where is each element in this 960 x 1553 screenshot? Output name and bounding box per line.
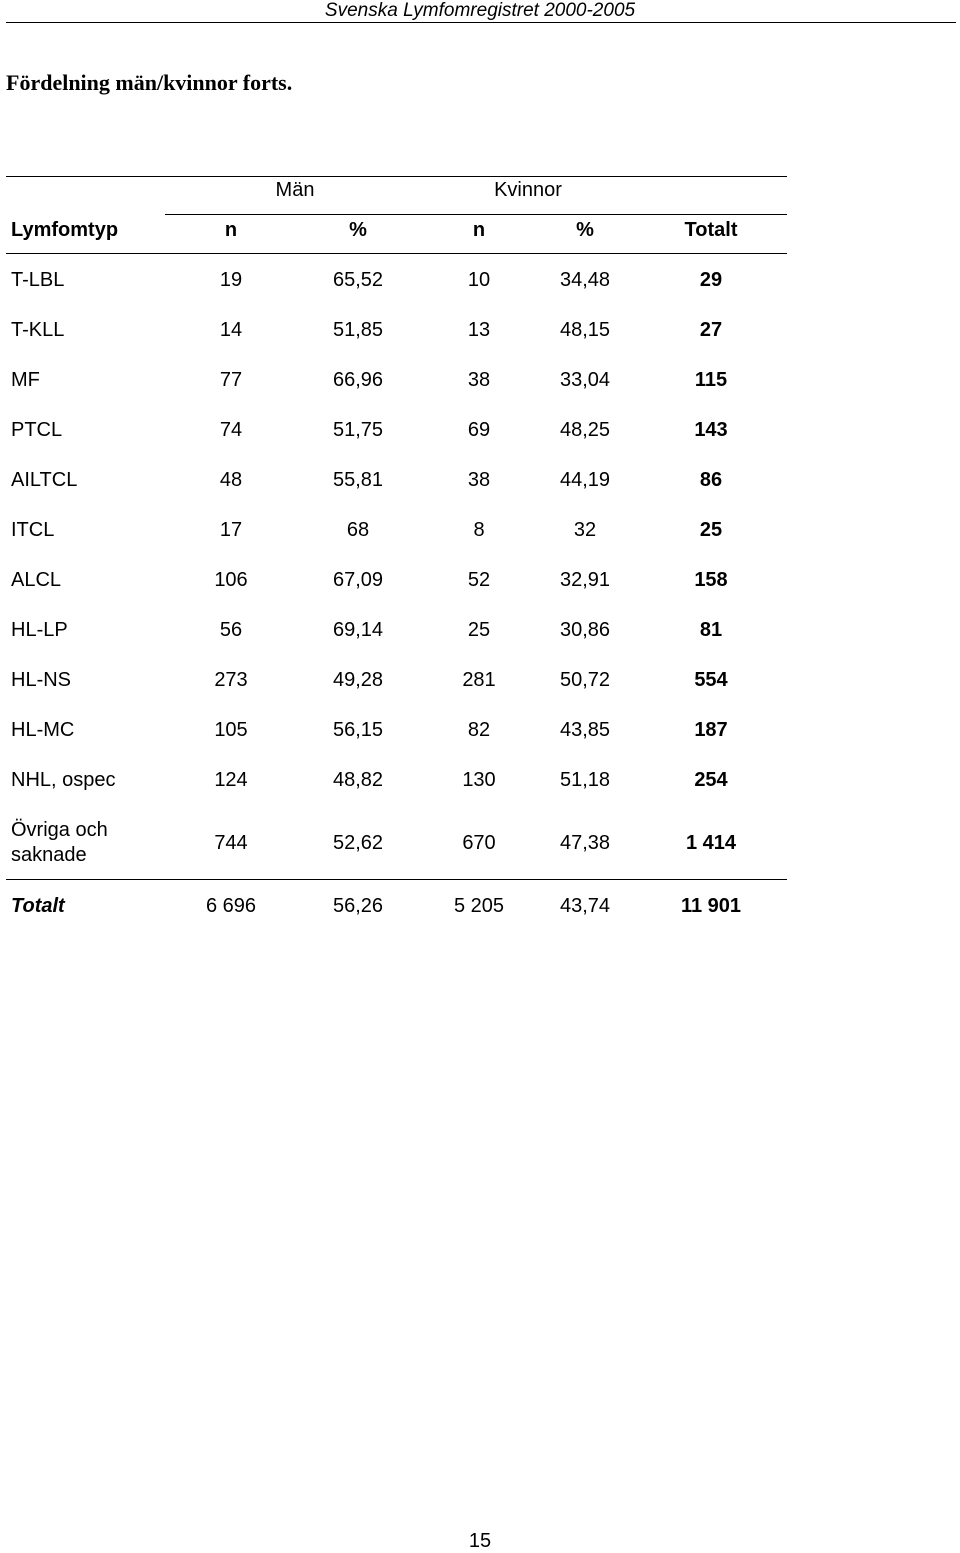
row-total: 254 xyxy=(694,769,728,791)
row-men-n: 19 xyxy=(219,269,243,291)
row-women-n: 13 xyxy=(467,319,491,341)
row-men-n: 106 xyxy=(214,569,248,591)
row-women-pct: 51,18 xyxy=(559,769,611,791)
row-women-pct: 44,19 xyxy=(559,469,611,491)
row-men-n: 273 xyxy=(214,669,248,691)
row-men-pct: 49,28 xyxy=(332,669,384,691)
row-men-pct: 68 xyxy=(346,519,370,541)
row-women-n: 82 xyxy=(467,719,491,741)
row-type: T-KLL xyxy=(11,319,65,341)
row-women-pct: 32 xyxy=(573,519,597,541)
row-men-pct: 51,75 xyxy=(332,419,384,441)
row-men-n: 105 xyxy=(214,719,248,741)
row-men-n: 14 xyxy=(219,319,243,341)
row-women-pct: 34,48 xyxy=(559,269,611,291)
row-men-pct: 69,14 xyxy=(332,619,384,641)
row-type: NHL, ospec xyxy=(11,769,116,791)
column-header-women-n: n xyxy=(472,219,486,241)
row-women-n: 281 xyxy=(462,669,496,691)
row-men-pct: 51,85 xyxy=(332,319,384,341)
table-top-rule xyxy=(6,176,787,177)
totals-women-pct: 43,74 xyxy=(559,895,611,917)
row-type: ITCL xyxy=(11,519,55,541)
row-type: HL-MC xyxy=(11,719,75,741)
row-men-n: 48 xyxy=(219,469,243,491)
row-women-pct: 30,86 xyxy=(559,619,611,641)
row-men-n: 17 xyxy=(219,519,243,541)
row-women-pct: 48,25 xyxy=(559,419,611,441)
row-total: 143 xyxy=(694,419,728,441)
totals-men-n: 6 696 xyxy=(205,895,257,917)
row-men-pct: 52,62 xyxy=(332,832,384,854)
row-women-n: 130 xyxy=(462,769,496,791)
group-header-rule xyxy=(165,214,787,215)
row-women-pct: 43,85 xyxy=(559,719,611,741)
row-men-pct: 56,15 xyxy=(332,719,384,741)
row-women-n: 25 xyxy=(467,619,491,641)
row-women-pct: 47,38 xyxy=(559,832,611,854)
row-type: ALCL xyxy=(11,569,62,591)
row-women-pct: 33,04 xyxy=(559,369,611,391)
row-type: PTCL xyxy=(11,419,63,441)
row-women-pct: 48,15 xyxy=(559,319,611,341)
row-women-n: 10 xyxy=(467,269,491,291)
row-total: 115 xyxy=(694,369,728,391)
row-type: HL-NS xyxy=(11,669,72,691)
row-women-n: 8 xyxy=(473,519,485,541)
row-total: 187 xyxy=(694,719,728,741)
totals-men-pct: 56,26 xyxy=(332,895,384,917)
column-header-rule xyxy=(6,253,787,254)
row-men-n: 744 xyxy=(214,832,248,854)
totals-total: 11 901 xyxy=(680,895,742,917)
totals-label: Totalt xyxy=(11,895,65,917)
row-men-pct: 67,09 xyxy=(332,569,384,591)
row-women-n: 52 xyxy=(467,569,491,591)
row-women-n: 69 xyxy=(467,419,491,441)
row-type-line1: Övriga och xyxy=(11,819,108,841)
row-total: 158 xyxy=(694,569,728,591)
row-total: 27 xyxy=(699,319,723,341)
column-header-women-pct: % xyxy=(576,219,594,241)
row-women-pct: 32,91 xyxy=(559,569,611,591)
row-women-n: 38 xyxy=(467,469,491,491)
row-men-pct: 55,81 xyxy=(332,469,384,491)
page-number: 15 xyxy=(468,1530,492,1552)
row-total: 81 xyxy=(699,619,723,641)
row-men-n: 74 xyxy=(219,419,243,441)
totals-women-n: 5 205 xyxy=(453,895,505,917)
row-type: T-LBL xyxy=(11,269,65,291)
row-women-n: 38 xyxy=(467,369,491,391)
row-total: 86 xyxy=(699,469,723,491)
row-type: MF xyxy=(11,369,40,391)
row-type: AILTCL xyxy=(11,469,78,491)
column-header-men-pct: % xyxy=(349,219,367,241)
row-men-n: 77 xyxy=(219,369,243,391)
group-header-women: Kvinnor xyxy=(494,179,562,201)
row-men-pct: 65,52 xyxy=(332,269,384,291)
row-type-line2: saknade xyxy=(11,844,87,866)
row-men-n: 56 xyxy=(219,619,243,641)
running-header: Svenska Lymfomregistret 2000-2005 xyxy=(324,0,636,21)
row-women-pct: 50,72 xyxy=(559,669,611,691)
row-total: 554 xyxy=(694,669,728,691)
totals-rule xyxy=(6,879,787,880)
column-header-total: Totalt xyxy=(684,219,738,241)
section-title: Fördelning män/kvinnor forts. xyxy=(6,70,293,95)
group-header-men: Män xyxy=(275,179,315,201)
row-total: 29 xyxy=(699,269,723,291)
row-men-pct: 66,96 xyxy=(332,369,384,391)
row-men-n: 124 xyxy=(214,769,248,791)
header-rule xyxy=(6,22,956,23)
row-women-n: 670 xyxy=(462,832,496,854)
row-type: HL-LP xyxy=(11,619,68,641)
column-header-type: Lymfomtyp xyxy=(11,219,119,241)
row-total: 1 414 xyxy=(685,832,737,854)
row-total: 25 xyxy=(699,519,723,541)
row-men-pct: 48,82 xyxy=(332,769,384,791)
column-header-men-n: n xyxy=(224,219,238,241)
